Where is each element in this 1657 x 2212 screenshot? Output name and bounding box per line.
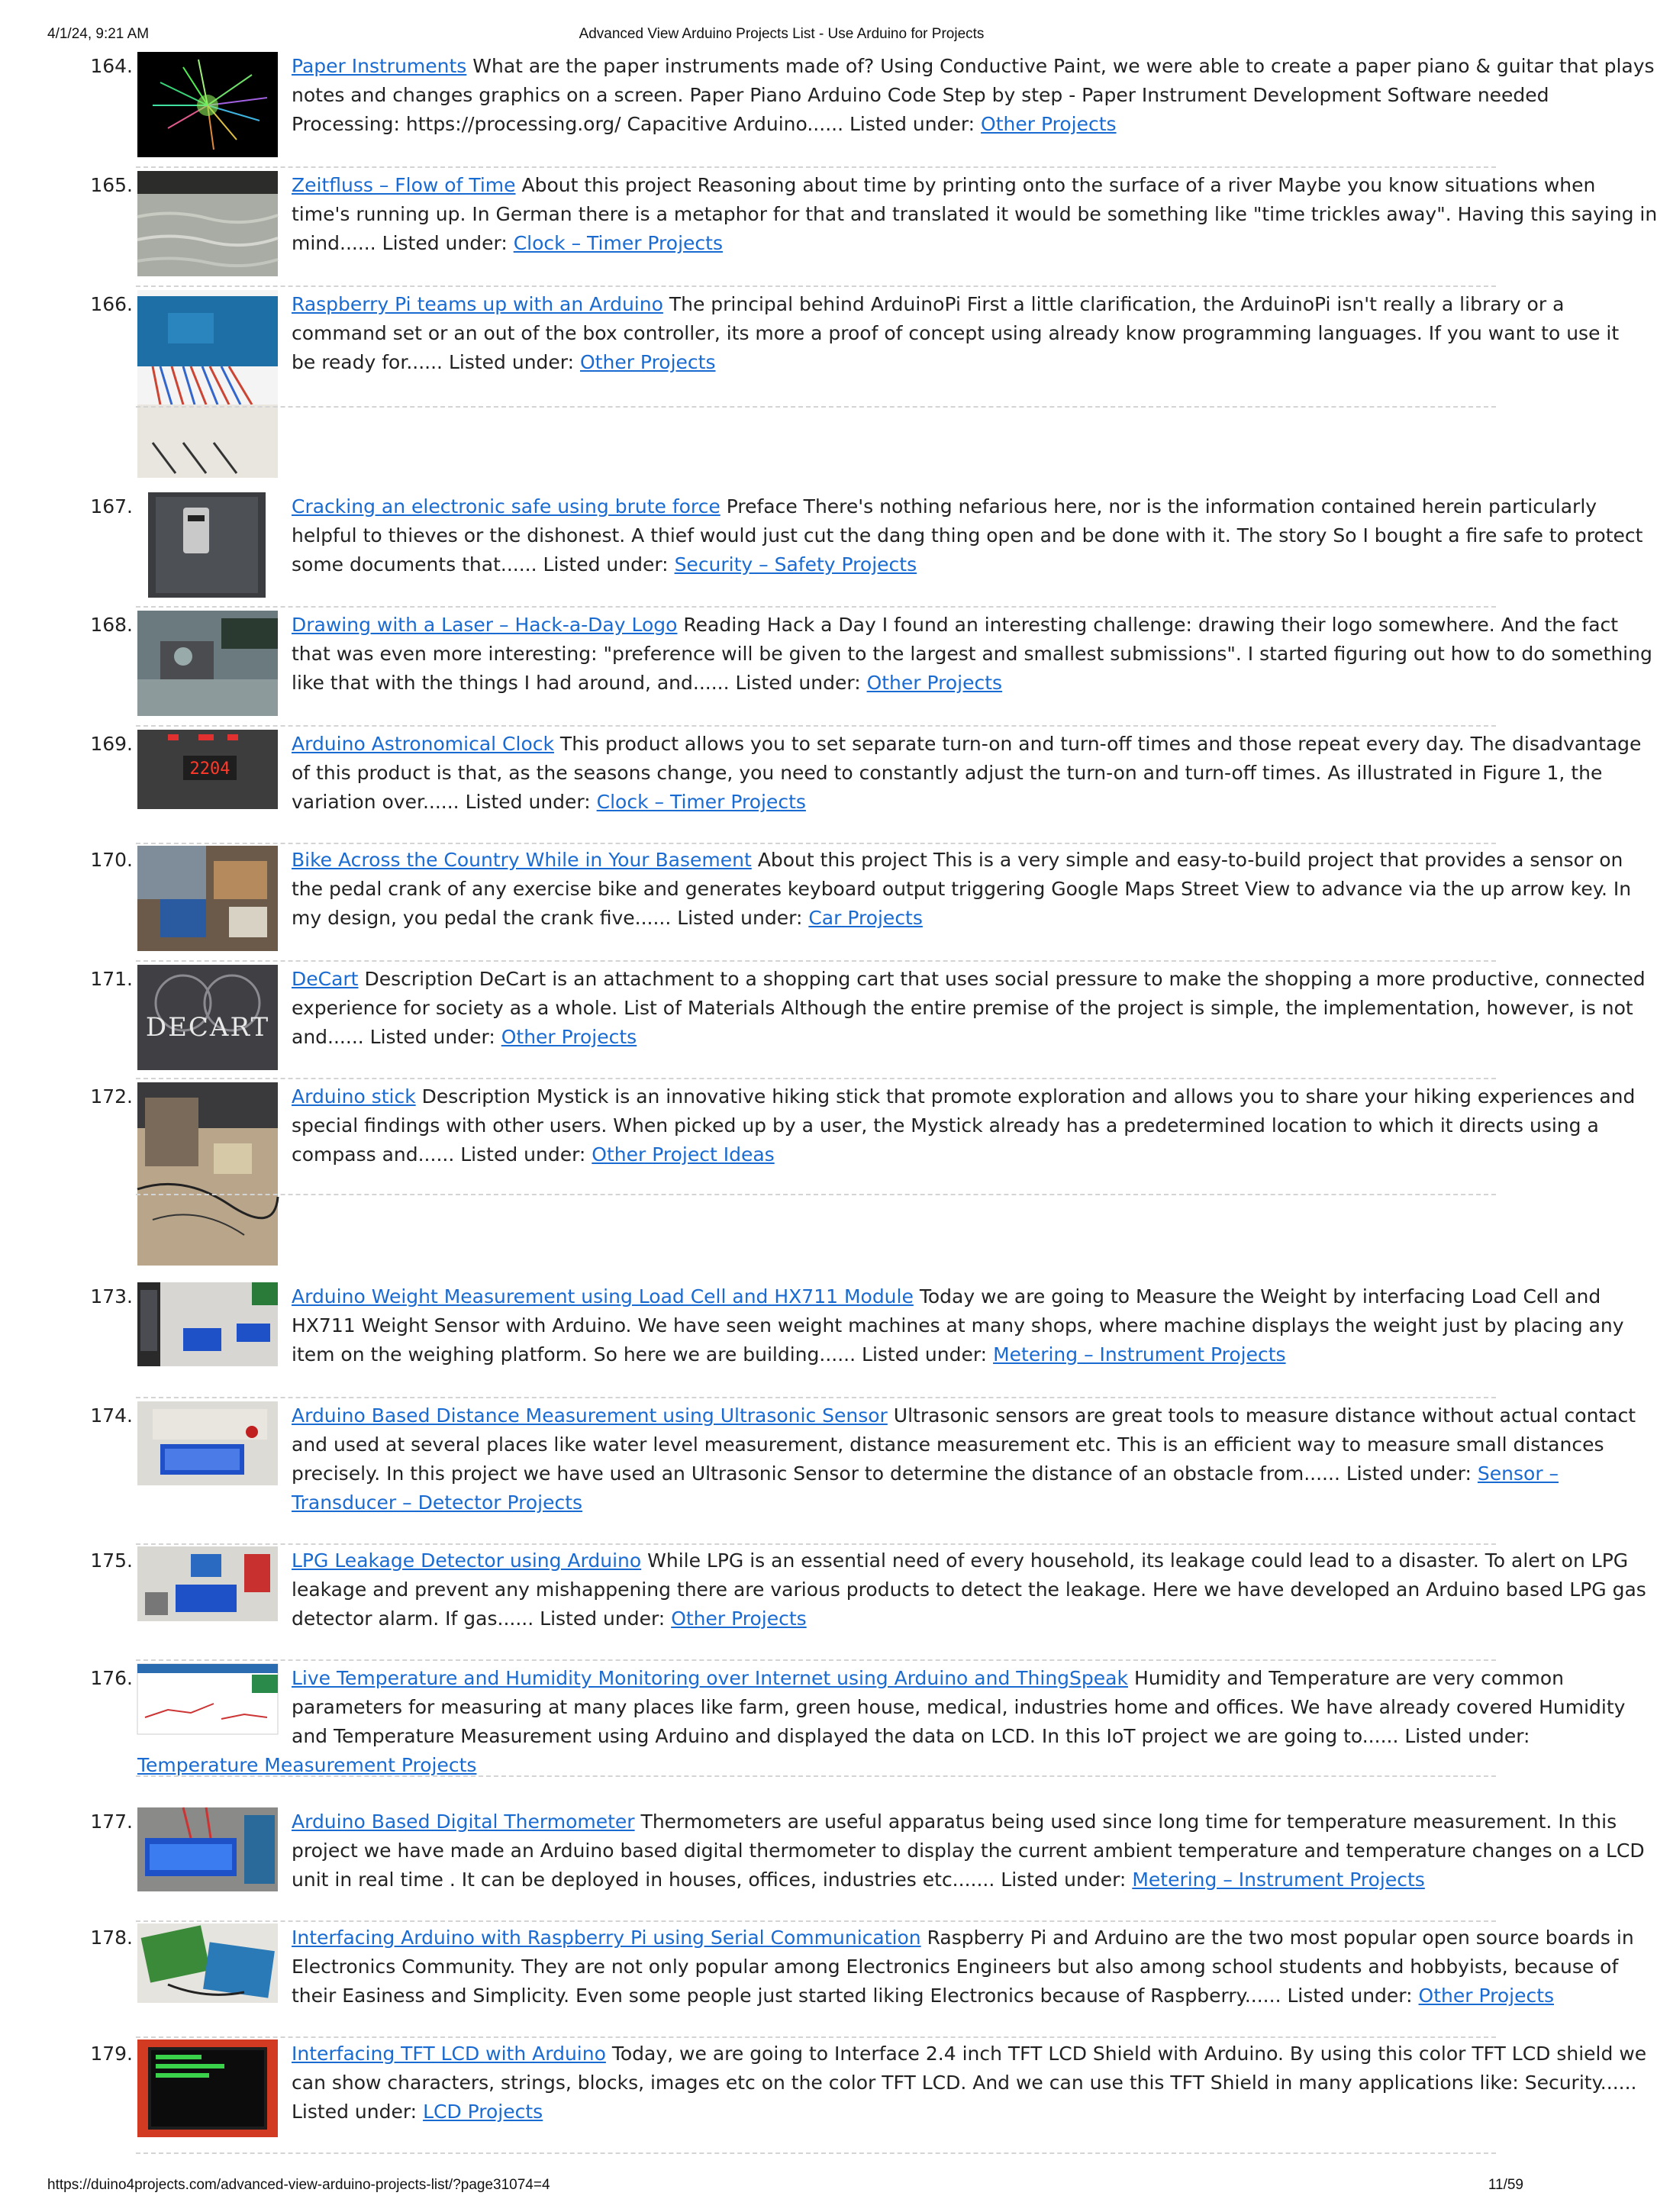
project-link[interactable]: Interfacing TFT LCD with Arduino (292, 2043, 606, 2065)
item-number: 168. (90, 614, 133, 636)
category-link[interactable]: Other Projects (501, 1026, 637, 1048)
category-link[interactable]: LCD Projects (423, 2101, 543, 2123)
separator (136, 725, 1496, 727)
category-link[interactable]: Other Projects (580, 351, 716, 373)
separator (136, 843, 1496, 844)
category-link[interactable]: Sensor – (1477, 1462, 1559, 1485)
thumbnail-weight-measurement[interactable] (137, 1282, 278, 1366)
list-item: 173. Arduino Weight Measurement using Load Cell and HX711 Module Today we are going to Measure the Weight by interfacing Load Cell and HX711 Weight Sensor with Arduino. We have seen weight machines at many shops, where machine displays the weight just by placing any item on the weighing platform. So here we are building...... Listed under: Metering – Instrument Projects (76, 1282, 1496, 1374)
list-item: 169. 2204 Arduino Astronomical Clock This product allows you to set separate turn-on and turn-off times and those repeat every day. The disadvantage of this product is that, as the seasons change, you need to constantly adjust the turn-on and turn-off times. As illustrated in Figure 1, the variation over...... Listed under: Clock – Timer Projects (76, 730, 1496, 837)
separator (136, 960, 1496, 962)
thumbnail-lpg-detector[interactable] (137, 1546, 278, 1621)
separator (136, 1659, 1496, 1661)
item-number: 174. (90, 1404, 133, 1427)
category-link[interactable]: Other Projects (1418, 1985, 1555, 2007)
project-link[interactable]: Raspberry Pi teams up with an Arduino (292, 293, 663, 315)
separator (136, 1543, 1496, 1545)
project-link[interactable]: Arduino Based Distance Measurement using Ultrasonic Sensor (292, 1404, 888, 1427)
list-item: 174. Arduino Based Distance Measurement using Ultrasonic Sensor Ultrasonic sensors are great tools to measure distance without actual contact and used at several places like water level measurement, distance measurement etc. This is an efficient way to measure small distances precisely. In this project we have used an Ultrasonic Sensor to determine the distance of an obstacle from...... Listed under: Sensor – Transducer – Detector Projects (76, 1401, 1496, 1531)
project-link[interactable]: LPG Leakage Detector using Arduino (292, 1549, 642, 1572)
category-link[interactable]: Other Project Ideas (592, 1143, 775, 1166)
project-link[interactable]: Arduino Based Digital Thermometer (292, 1811, 635, 1833)
list-item: 177. Arduino Based Digital Thermometer Thermometers are useful apparatus being used since long time for temperature measurement. In this project we have made an Arduino based digital thermometer to display the current ambient temperature and temperature changes on a LCD unit in real time . It can be deployed in houses, offices, industries etc....... Listed under: Metering – Instrument Projects (76, 1807, 1496, 1914)
category-link[interactable]: Clock – Timer Projects (513, 232, 723, 254)
category-link[interactable]: Other Projects (866, 672, 1003, 694)
page-title: Advanced View Arduino Projects List - Use Arduino for Projects (579, 26, 985, 42)
item-number: 165. (90, 174, 133, 196)
list-item: 172. Arduino stick Description Mystick is an innovative hiking stick that promote exploration and allows you to share your hiking experiences and special findings with other users. When picked up by a user, the Mystick already has a predetermined location to which it directs using a compass and...... Listed under: Other Project Ideas (76, 1082, 1496, 1266)
decart-logo-text: DECART (145, 1012, 270, 1043)
list-item: 178. Interfacing Arduino with Raspberry Pi using Serial Communication Raspberry Pi and Arduino are the two most popular open source boards in Electronics Community. They are not only popular among Electronics Engineers but also among school students and hobbyists, because of their Easiness and Simplicity. Even some people just started liking Electronics because of Raspberry...... Listed under: Other Projects (76, 1923, 1496, 2030)
thumbnail-raspberry-pi-arduino[interactable] (137, 290, 278, 478)
category-link[interactable]: Metering – Instrument Projects (1132, 1869, 1425, 1891)
item-number: 173. (90, 1285, 133, 1308)
list-item: 165. Zeitfluss – Flow of Time About this project Reasoning about time by printing onto the surface of a river Maybe you know situations when time's running up. In German there is a metaphor for that and translated it would be something like "time trickles away". Having this saying in mind...... Listed under: Clock – Timer Projects (76, 171, 1496, 278)
list-item: 170. Bike Across the Country While in Your Basement About this project This is a very simple and easy-to-build project that provides a sensor on the pedal crank of any exercise bike and generates keyboard output triggering Google Maps Street View to advance via the up arrow key. In my design, you pedal the crank five...... Listed under: Car Projects (76, 846, 1496, 953)
list-item: 166. Raspberry Pi teams up with an Arduino The principal behind ArduinoPi First a little clarification, the ArduinoPi isn't really a library or a command set or an out of the box controller, its more a proof of concept using already know programming languages. If you want to use it be ready for...... Listed under: Other Projects (76, 290, 1496, 478)
item-number: 175. (90, 1549, 133, 1572)
item-number: 172. (90, 1085, 133, 1108)
thumbnail-thingspeak-monitoring[interactable] (137, 1664, 278, 1734)
print-header (0, 26, 1563, 49)
project-link[interactable]: Interfacing Arduino with Raspberry Pi using Serial Communication (292, 1927, 921, 1949)
thumbnail-paper-instruments[interactable] (137, 52, 278, 157)
category-link[interactable]: Metering – Instrument Projects (993, 1343, 1286, 1366)
category-link-continued[interactable]: Transducer – Detector Projects (292, 1491, 583, 1514)
item-number: 169. (90, 733, 133, 755)
list-item: 179. Interfacing TFT LCD with Arduino Today, we are going to Interface 2.4 inch TFT LCD Shield with Arduino. By using this color TFT LCD shield we can show characters, strings, blocks, images etc on the color TFT LCD. And we can use this TFT Shield in many applications like: Security...... Listed under: LCD Projects (76, 2039, 1496, 2146)
item-number: 179. (90, 2043, 133, 2065)
category-link[interactable]: Clock – Timer Projects (596, 791, 806, 813)
thumbnail-arduino-stick[interactable] (137, 1082, 278, 1266)
print-footer (0, 2177, 1563, 2200)
project-link[interactable]: Drawing with a Laser – Hack-a-Day Logo (292, 614, 678, 636)
project-link[interactable]: Arduino Weight Measurement using Load Cell and HX711 Module (292, 1285, 914, 1308)
item-number: 164. (90, 55, 133, 77)
thumbnail-zeitfluss[interactable] (137, 171, 278, 276)
item-number: 177. (90, 1811, 133, 1833)
list-item: 164. Paper Instruments What are the paper instruments made of? Using Conductive Paint, we were able to create a paper piano & guitar that plays notes and changes graphics on a screen. Paper Piano Arduino Code Step by step - Paper Instrument Development Software needed Processing: https://processing.org/ Capacitive Arduino...... Listed under: Other Projects (76, 52, 1496, 159)
category-link[interactable]: Temperature Measurement Projects (137, 1754, 477, 1776)
item-number: 178. (90, 1927, 133, 1949)
list-item: 171. DECART DeCart Description DeCart is an attachment to a shopping cart that uses social pressure to make the shopping a more productive, connected experience for society as a whole. List of Materials Although the entire premise of the project is simple, the implementation, however, is not and...... Listed under: Other Projects (76, 965, 1496, 1072)
project-link[interactable]: Cracking an electronic safe using brute force (292, 495, 721, 518)
separator (136, 1194, 1496, 1195)
project-link[interactable]: Paper Instruments (292, 55, 467, 77)
thumbnail-laser-drawing[interactable] (137, 611, 278, 716)
list-item: 176. Live Temperature and Humidity Monitoring over Internet using Arduino and ThingSpeak Humidity and Temperature are very common parameters for measuring at many places like farm, green house, medical, industries home and offices. We have already covered Humidity and Temperature Measurement using Arduino and displayed the data on LCD. In this IoT project we are going to...... Listed under: Temperature Measurement Projects (76, 1664, 1496, 1794)
project-link[interactable]: Bike Across the Country While in Your Basement (292, 849, 752, 871)
thumbnail-digital-thermometer[interactable] (137, 1807, 278, 1891)
separator (136, 285, 1496, 287)
project-link[interactable]: Zeitfluss – Flow of Time (292, 174, 516, 196)
separator (136, 606, 1496, 608)
project-link[interactable]: Arduino Astronomical Clock (292, 733, 554, 755)
thumbnail-astronomical-clock[interactable] (137, 730, 278, 809)
list-item: 167. Cracking an electronic safe using brute force Preface There's nothing nefarious here, nor is the information contained herein particularly helpful to thieves or the dishonest. A thief would just cut the dang thing open and be done with it. The story So I bought a fire safe to protect some documents that...... Listed under: Security – Safety Projects (76, 492, 1496, 599)
separator (136, 1397, 1496, 1398)
item-number: 176. (90, 1667, 133, 1689)
thumbnail-arduino-raspberry-serial[interactable] (137, 1923, 278, 2003)
project-link[interactable]: DeCart (292, 968, 359, 990)
item-number: 167. (90, 495, 133, 518)
separator (136, 1775, 1496, 1777)
page-number: 11/59 (1488, 2177, 1523, 2193)
project-link[interactable]: Arduino stick (292, 1085, 416, 1108)
item-number: 171. (90, 968, 133, 990)
svg-text:2204: 2204 (189, 759, 230, 779)
separator (136, 1920, 1496, 1922)
thumbnail-tft-lcd[interactable] (137, 2039, 278, 2137)
list-item: 175. LPG Leakage Detector using Arduino While LPG is an essential need of every household, its leakage could lead to a disaster. To alert on LPG leakage and prevent any mishappening there are various products to detect the leakage. Here we have developed an Arduino based LPG gas detector alarm. If gas...... Listed under: Other Projects (76, 1546, 1496, 1653)
category-link[interactable]: Security – Safety Projects (674, 553, 917, 576)
page-url: https://duino4projects.com/advanced-view-arduino-projects-list/?page31074=4 (47, 2177, 550, 2193)
category-link[interactable]: Car Projects (808, 907, 923, 929)
thumbnail-electronic-safe[interactable] (137, 492, 278, 598)
separator (136, 166, 1496, 168)
project-link[interactable]: Live Temperature and Humidity Monitoring over Internet using Arduino and ThingSpeak (292, 1667, 1128, 1689)
thumbnail-decart[interactable] (137, 965, 278, 1070)
category-link[interactable]: Other Projects (671, 1607, 807, 1630)
separator (136, 2152, 1496, 2154)
item-number: 170. (90, 849, 133, 871)
print-datetime: 4/1/24, 9:21 AM (47, 26, 150, 42)
separator (136, 406, 1496, 408)
separator (136, 2036, 1496, 2038)
category-link[interactable]: Other Projects (981, 113, 1117, 135)
thumbnail-bike-basement[interactable] (137, 846, 278, 951)
separator (136, 1078, 1496, 1079)
thumbnail-distance-measurement[interactable] (137, 1401, 278, 1485)
list-item: 168. Drawing with a Laser – Hack-a-Day Logo Reading Hack a Day I found an interesting challenge: drawing their logo somewhere. And the fact that was even more interesting: "preference will be given to the largest and smallest submissions". I started figuring out how to do something like that with the things I had around, and...... Listed under: Other Projects (76, 611, 1496, 717)
item-number: 166. (90, 293, 133, 315)
